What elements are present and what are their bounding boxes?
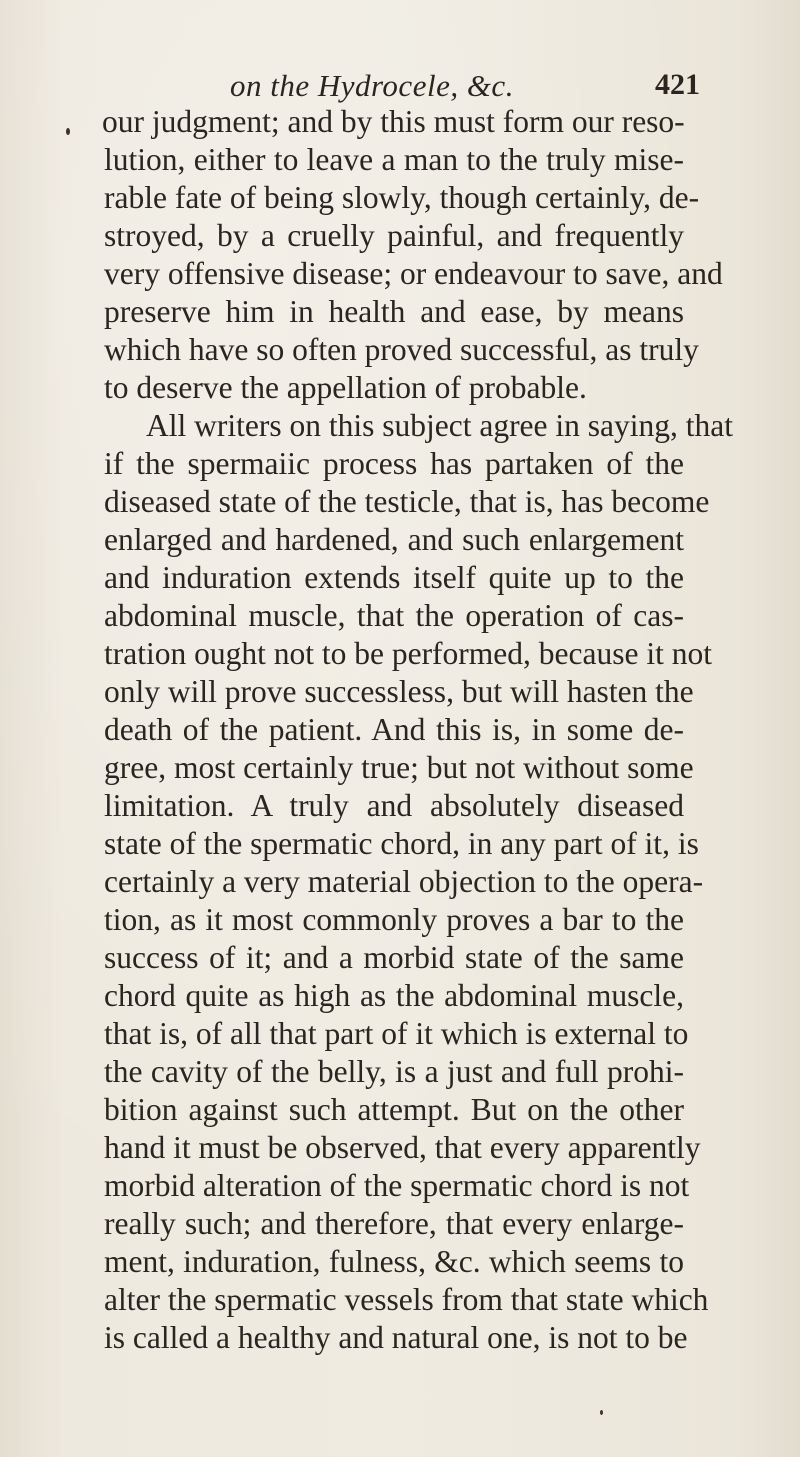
text-line-content: to deserve the appellation of probable.	[104, 370, 587, 405]
text-line: death of the patient. And this is, in some de-	[104, 712, 684, 747]
text-line: diseased state of the testicle, that is, has become	[104, 484, 710, 519]
text-line: and induration extends itself quite up to the	[104, 560, 684, 595]
text-line: morbid alteration of the spermatic chord is not	[104, 1168, 690, 1203]
text-line: very offensive disease; or endeavour to save, and	[104, 256, 723, 291]
running-head: on the Hydrocele, &c.	[230, 68, 514, 103]
text-line: preserve him in health and ease, by means	[104, 294, 684, 329]
text-line: bition against such attempt. But on the other	[104, 1092, 684, 1127]
page-header	[0, 68, 800, 108]
text-line: enlarged and hardened, and such enlargement	[104, 522, 684, 557]
text-line: limitation. A truly and absolutely diseased	[104, 788, 684, 823]
text-line: is called a healthy and natural one, is not to be	[104, 1320, 688, 1355]
text-line: gree, most certainly true; but not without some	[104, 750, 694, 785]
text-line: lution, either to leave a man to the truly mise-	[104, 142, 684, 177]
text-line: chord quite as high as the abdominal muscle,	[104, 978, 684, 1013]
text-line: tration ought not to be performed, because it not	[104, 636, 712, 671]
text-line: hand it must be observed, that every apparently	[104, 1130, 701, 1165]
paper-speck	[600, 1410, 603, 1415]
text-line: All writers on this subject agree in saying, that	[146, 408, 733, 443]
text-line: which have so often proved successful, as truly	[104, 332, 699, 367]
text-line: certainly a very material objection to the opera-	[104, 864, 704, 899]
text-line: alter the spermatic vessels from that state which	[104, 1282, 709, 1317]
text-line: really such; and therefore, that every enlarge-	[104, 1206, 684, 1241]
text-line: success of it; and a morbid state of the same	[104, 940, 684, 975]
text-line: state of the spermatic chord, in any part of it, is	[104, 826, 699, 861]
text-line: tion, as it most commonly proves a bar to the	[104, 902, 684, 937]
text-line	[104, 369, 684, 407]
text-line: ment, induration, fulness, &c. which seems to	[104, 1244, 684, 1279]
paper-speck	[66, 128, 70, 135]
text-line: abdominal muscle, that the operation of cas-	[104, 598, 684, 633]
page-number: 421	[655, 68, 700, 101]
text-line: rable fate of being slowly, though certainly, de-	[104, 180, 700, 215]
text-line: that is, of all that part of it which is external to	[104, 1016, 689, 1051]
text-line: the cavity of the belly, is a just and full prohi-	[104, 1054, 684, 1089]
text-line: if the spermaiic process has partaken of the	[104, 446, 684, 481]
text-line: only will prove successless, but will hasten the	[104, 674, 694, 709]
text-line: stroyed, by a cruelly painful, and frequently	[104, 218, 684, 253]
text-line: our judgment; and by this must form our reso-	[102, 104, 685, 139]
